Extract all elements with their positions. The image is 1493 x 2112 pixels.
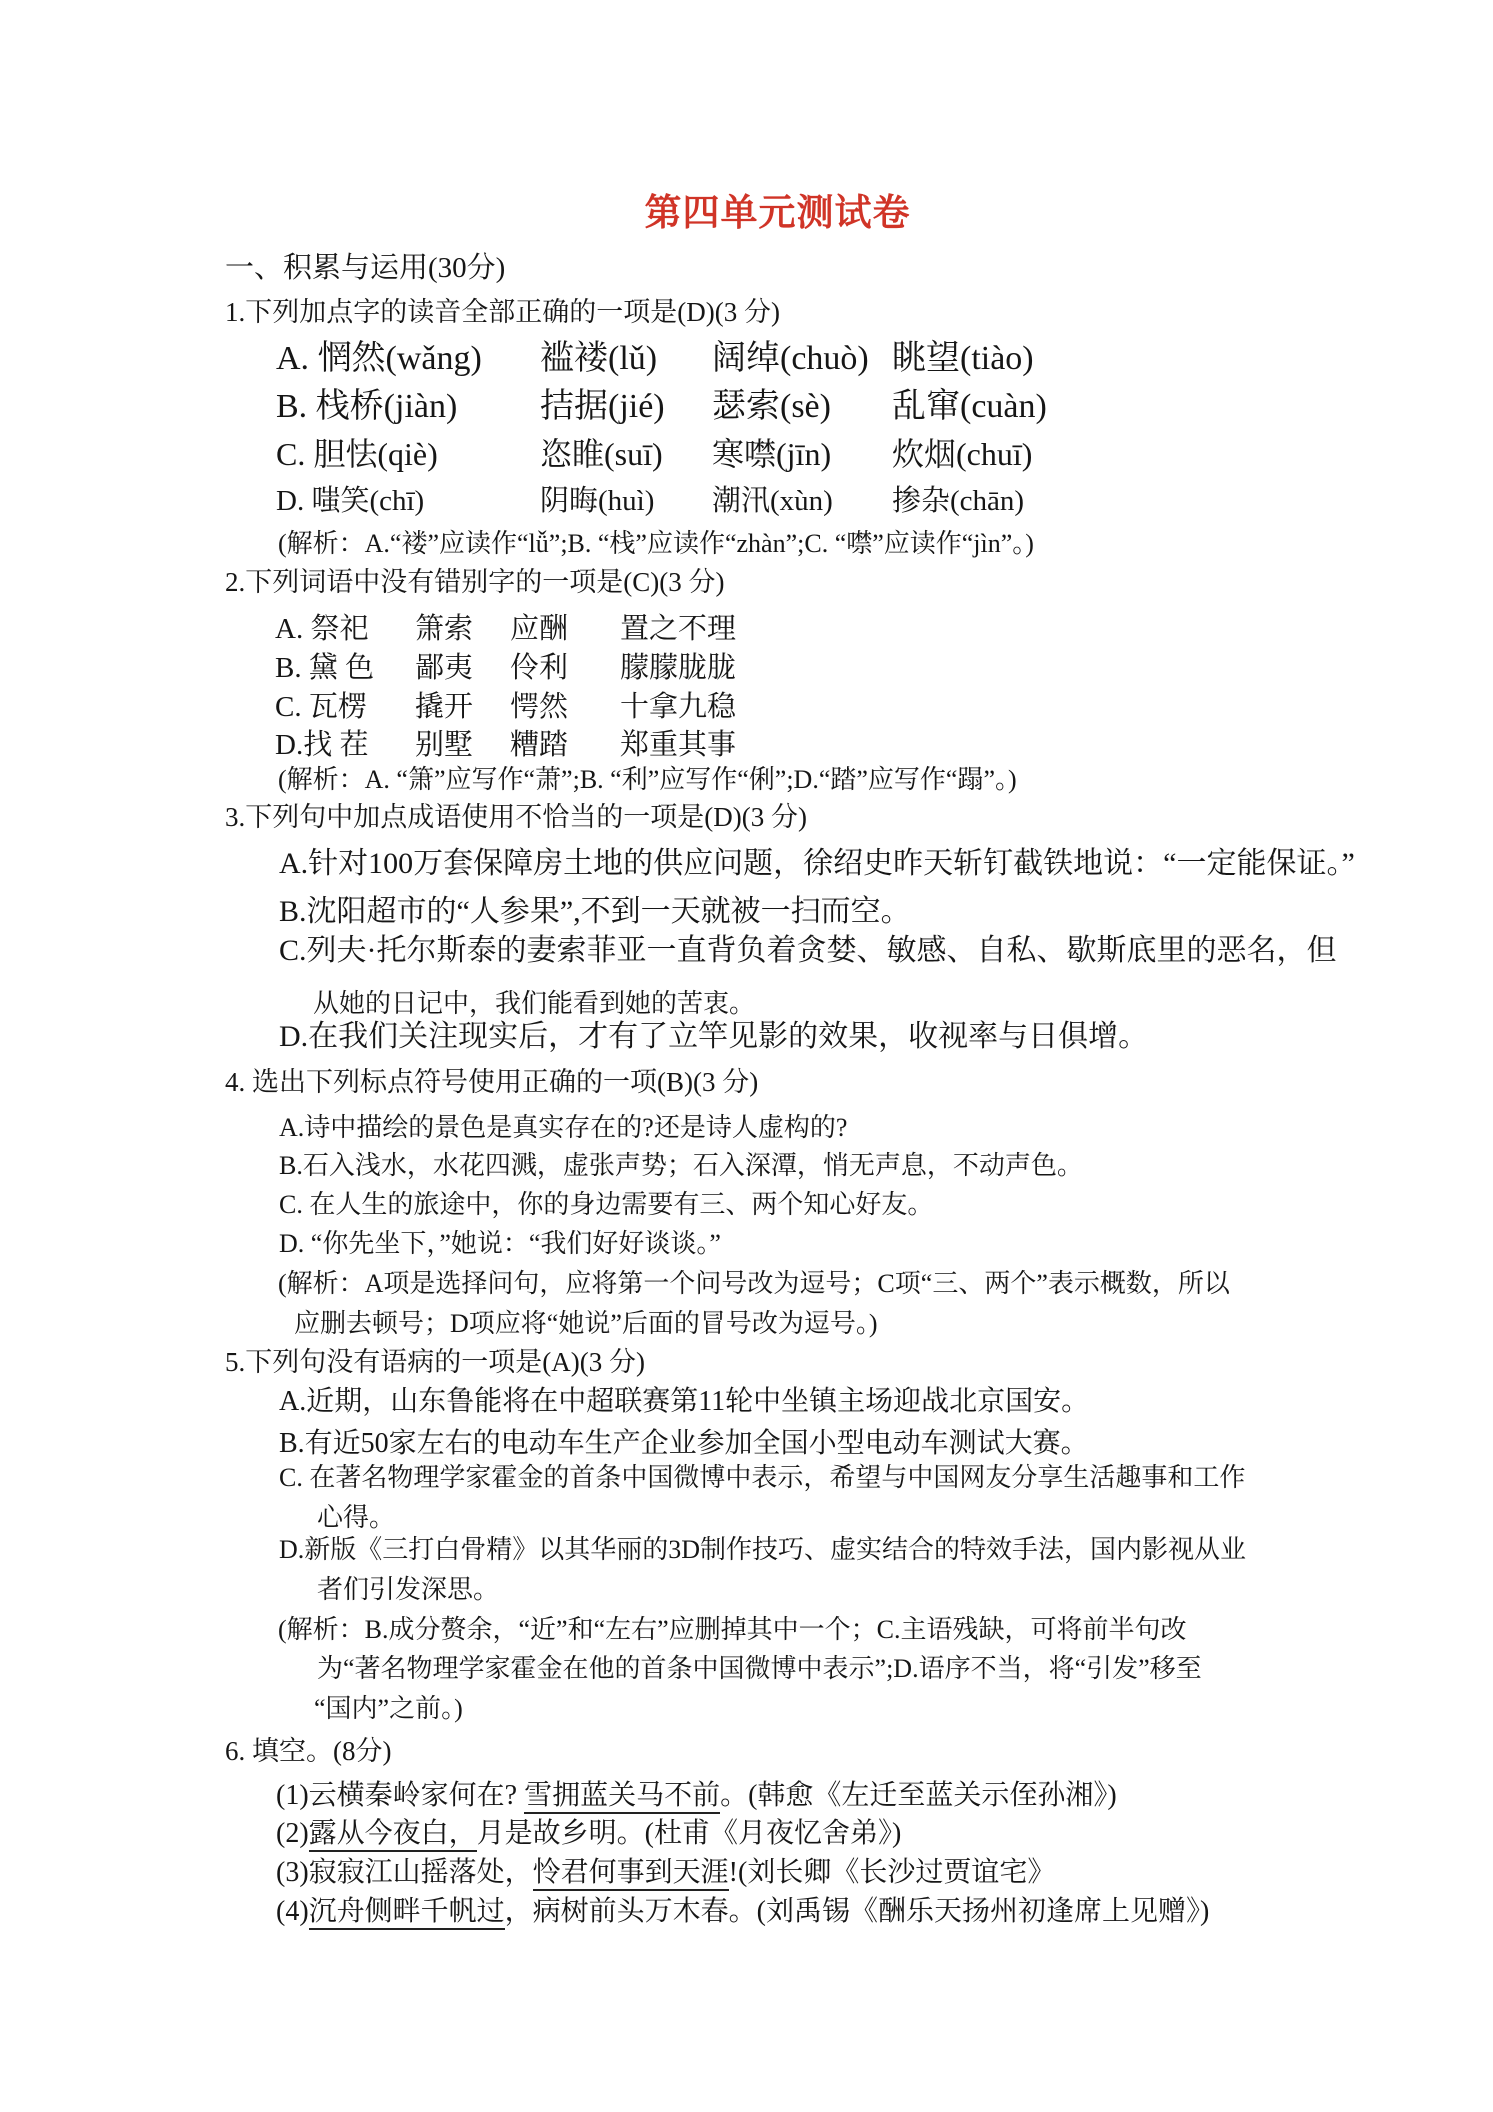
q1-cell: 乱窜(cuàn) bbox=[892, 388, 1047, 425]
q2-cell: 朦朦胧胧 bbox=[620, 652, 737, 684]
q2-cell: 箫索 bbox=[415, 613, 474, 645]
q1-cell: 寒噤(jīn) bbox=[712, 436, 832, 472]
q1-option-row-b bbox=[276, 386, 1047, 429]
q3-stem: 3.下列句中加点成语使用不恰当的一项是(D)(3 分) bbox=[225, 802, 807, 832]
q4-option-a: A.诗中描绘的景色是真实存在的?还是诗人虚构的? bbox=[279, 1113, 848, 1142]
q6-item-2-post: 月是故乡明。(杜甫《月夜忆舍弟》) bbox=[476, 1818, 902, 1849]
q2-cell: A. 祭祀 bbox=[275, 613, 369, 645]
q2-cell: B. 黛 色 bbox=[275, 652, 375, 684]
q1-cell: A. 惘然(wǎng) bbox=[276, 340, 482, 377]
q2-cell: 鄙夷 bbox=[415, 652, 474, 684]
q1-cell: B. 栈桥(jiàn) bbox=[276, 388, 458, 425]
q5-stem: 5.下列句没有语病的一项是(A)(3 分) bbox=[225, 1347, 645, 1377]
q2-cell: 应酬 bbox=[510, 613, 569, 645]
q2-option-row-b bbox=[275, 650, 736, 686]
q5-option-d: D.新版《三打白骨精》以其华丽的3D制作技巧、虚实结合的特效手法，国内影视从业 bbox=[279, 1535, 1247, 1564]
q2-cell: C. 瓦楞 bbox=[275, 691, 367, 723]
q1-cell: 恣睢(suī) bbox=[540, 436, 663, 472]
q1-cell: 拮据(jié) bbox=[540, 388, 665, 425]
q6-item-1 bbox=[276, 1778, 1117, 1813]
q1-option-row-d bbox=[276, 483, 1024, 519]
q6-item-3 bbox=[276, 1855, 1055, 1890]
q3-option-c-continued: 从她的日记中，我们能看到她的苦衷。 bbox=[313, 989, 756, 1018]
q4-analysis-line-1: (解析：A项是选择问句，应将第一个问号改为逗号；C项“三、两个”表示概数，所以 bbox=[278, 1269, 1230, 1298]
q5-option-a: A.近期，山东鲁能将在中超联赛第11轮中坐镇主场迎战北京国安。 bbox=[279, 1386, 1090, 1417]
q2-option-row-d bbox=[275, 727, 736, 763]
q1-cell: 眺望(tiào) bbox=[892, 340, 1034, 377]
q2-cell: 糟踏 bbox=[510, 729, 569, 761]
q5-option-c-continued: 心得。 bbox=[317, 1503, 396, 1532]
q2-cell: D.找 茬 bbox=[275, 729, 369, 761]
q6-item-1-post: 。(韩愈《左迁至蓝关示侄孙湘》) bbox=[720, 1780, 1117, 1811]
q2-cell: 十拿九稳 bbox=[620, 691, 737, 723]
q6-item-1-pre: (1)云横秦岭家何在? bbox=[276, 1780, 525, 1811]
q4-stem: 4. 选出下列标点符号使用正确的一项(B)(3 分) bbox=[225, 1067, 759, 1097]
q2-option-row-a bbox=[275, 611, 736, 647]
q2-cell: 撬开 bbox=[415, 691, 474, 723]
q3-option-a: A.针对100万套保障房土地的供应问题，徐绍史昨天斩钉截铁地说：“一定能保证。” bbox=[279, 847, 1355, 880]
q2-option-row-c bbox=[275, 689, 736, 725]
q2-cell: 别墅 bbox=[415, 729, 474, 761]
q6-stem: 6. 填空。(8分) bbox=[225, 1736, 392, 1766]
q1-cell: 阔绰(chuò) bbox=[712, 340, 869, 377]
q1-cell: 掺杂(chān) bbox=[892, 485, 1025, 517]
q6-item-3-underlined-answer: 怜君何事到天涯 bbox=[533, 1857, 729, 1891]
q4-option-c: C. 在人生的旅途中，你的身边需要有三、两个知心好友。 bbox=[279, 1190, 934, 1219]
q2-cell: 伶利 bbox=[510, 652, 569, 684]
q4-option-b: B.石入浅水，水花四溅，虚张声势；石入深潭，悄无声息，不动声色。 bbox=[279, 1151, 1083, 1180]
q5-analysis-line-3: “国内”之前。) bbox=[314, 1694, 463, 1723]
q6-item-4-underlined-answer: 沉舟侧畔千帆过 bbox=[309, 1896, 505, 1930]
q1-cell: 炊烟(chuī) bbox=[892, 436, 1033, 472]
q3-option-d: D.在我们关注现实后，才有了立竿见影的效果，收视率与日俱增。 bbox=[279, 1020, 1149, 1053]
q1-analysis: (解析：A.“褛”应读作“lǚ”;B. “栈”应读作“zhàn”;C. “噤”应读作“jìn”。) bbox=[278, 529, 1034, 558]
q3-option-b: B.沈阳超市的“人参果”,不到一天就被一扫而空。 bbox=[279, 895, 911, 928]
q5-analysis-line-2: 为“著名物理学家霍金在他的首条中国微博中表示”;D.语序不当，将“引发”移至 bbox=[317, 1654, 1202, 1683]
q1-cell: 潮汛(xùn) bbox=[712, 485, 833, 517]
q6-item-2-underlined-answer: 露从今夜白， bbox=[309, 1818, 477, 1852]
q6-item-4-post: ，病树前头万木春。(刘禹锡《酬乐天扬州初逢席上见赠》) bbox=[504, 1896, 1210, 1927]
q1-option-row-c bbox=[276, 434, 1032, 474]
q1-cell: 瑟索(sè) bbox=[712, 388, 831, 425]
q2-stem: 2.下列词语中没有错别字的一项是(C)(3 分) bbox=[225, 567, 725, 597]
q6-item-4 bbox=[276, 1894, 1209, 1929]
q2-cell: 置之不理 bbox=[620, 613, 737, 645]
q6-item-1-underlined-answer: 雪拥蓝关马不前 bbox=[524, 1780, 720, 1814]
q5-option-b: B.有近50家左右的电动车生产企业参加全国小型电动车测试大赛。 bbox=[279, 1428, 1089, 1459]
q6-item-2-pre: (2) bbox=[276, 1818, 309, 1849]
q4-analysis-line-2: 应删去顿号；D项应将“她说”后面的冒号改为逗号。) bbox=[294, 1309, 878, 1338]
q1-option-row-a bbox=[276, 338, 1034, 381]
q1-stem: 1.下列加点字的读音全部正确的一项是(D)(3 分) bbox=[225, 297, 780, 327]
q2-analysis: (解析：A. “箫”应写作“萧”;B. “利”应写作“俐”;D.“踏”应写作“蹋”。) bbox=[278, 765, 1017, 794]
q1-cell: D. 嗤笑(chī) bbox=[276, 485, 425, 517]
q5-option-d-continued: 者们引发深思。 bbox=[317, 1575, 500, 1604]
q1-cell: 阴晦(huì) bbox=[540, 485, 655, 517]
q4-option-d: D. “你先坐下，”她说：“我们好好谈谈。” bbox=[279, 1229, 721, 1258]
q1-cell: 褴褛(lǔ) bbox=[540, 340, 658, 377]
q6-item-3-post: !(刘长卿《长沙过贾谊宅》 bbox=[728, 1857, 1056, 1888]
q2-cell: 愕然 bbox=[510, 691, 569, 723]
document-title: 第四单元测试卷 bbox=[644, 192, 911, 233]
q6-item-2 bbox=[276, 1816, 901, 1851]
q5-analysis-line-1: (解析：B.成分赘余，“近”和“左右”应删掉其中一个；C.主语残缺，可将前半句改 bbox=[278, 1615, 1187, 1644]
q2-cell: 郑重其事 bbox=[620, 729, 737, 761]
q3-option-c: C.列夫·托尔斯泰的妻索菲亚一直背负着贪婪、敏感、自私、歇斯底里的恶名，但 bbox=[279, 934, 1337, 967]
section-heading: 一、积累与运用(30分) bbox=[225, 252, 506, 284]
q6-item-3-pre: (3)寂寂江山摇落处， bbox=[276, 1857, 533, 1888]
q1-cell: C. 胆怯(qiè) bbox=[276, 436, 438, 472]
q5-option-c: C. 在著名物理学家霍金的首条中国微博中表示，希望与中国网友分享生活趣事和工作 bbox=[279, 1463, 1246, 1492]
q6-item-4-pre: (4) bbox=[276, 1896, 309, 1927]
